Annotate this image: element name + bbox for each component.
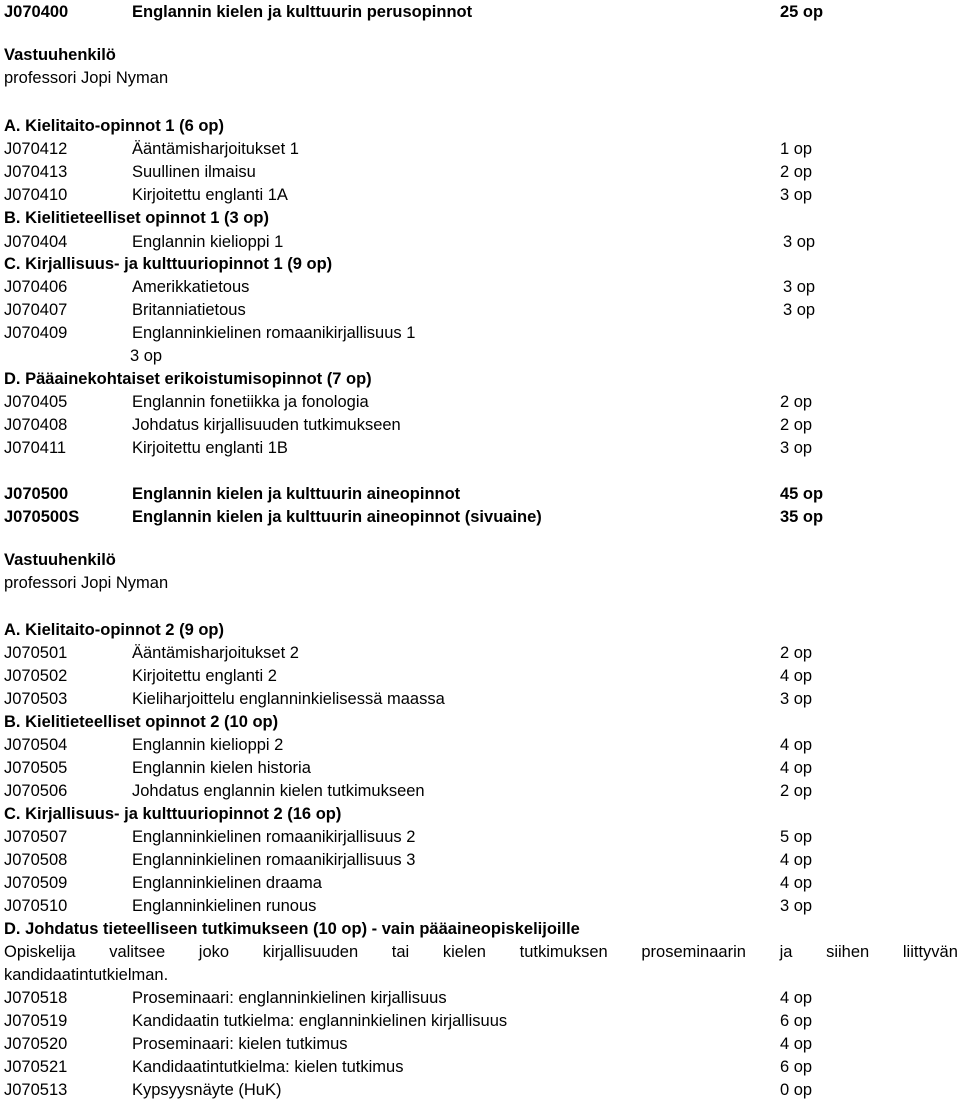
course-name: Englanninkielinen runous: [132, 897, 317, 915]
course-code: J070505: [4, 759, 68, 777]
course-code: J070506: [4, 782, 68, 800]
section-title: D. Pääainekohtaiset erikoistumisopinnot (7 op): [4, 370, 372, 388]
course-code: J070407: [4, 301, 68, 319]
section-title: B. Kielitieteelliset opinnot 2 (10 op): [4, 713, 279, 731]
course-credits: 3 op: [783, 301, 816, 319]
course-code: J070509: [4, 874, 68, 892]
course-code: J070413: [4, 163, 68, 181]
module-credits: 25 op: [780, 3, 824, 21]
course-code: J070513: [4, 1081, 68, 1099]
course-credits: 4 op: [780, 874, 813, 892]
module-credits: 45 op: [780, 485, 824, 503]
module-name: Englannin kielen ja kulttuurin aineopinnot: [132, 485, 461, 503]
course-credits: 2 op: [780, 782, 813, 800]
course-credits: 3 op: [783, 233, 816, 251]
course-name: Kirjoitettu englanti 1A: [132, 186, 288, 204]
course-credits: 4 op: [780, 736, 813, 754]
course-code: J070520: [4, 1035, 68, 1053]
course-name: Proseminaari: kielen tutkimus: [132, 1035, 348, 1053]
course-code: J070507: [4, 828, 68, 846]
course-code: J070411: [4, 439, 67, 457]
course-credits: 3 op: [130, 347, 163, 365]
note-word: ja: [779, 943, 793, 961]
course-credits: 4 op: [780, 667, 813, 685]
section-title: C. Kirjallisuus- ja kulttuuriopinnot 2 (16 op): [4, 805, 342, 823]
course-credits: 4 op: [780, 759, 813, 777]
responsible-label: Vastuuhenkilö: [4, 551, 116, 569]
course-name: Suullinen ilmaisu: [132, 163, 256, 181]
course-name: Englanninkielinen romaanikirjallisuus 1: [132, 324, 416, 342]
course-name: Englannin kielioppi 2: [132, 736, 284, 754]
course-name: Englannin kielioppi 1: [132, 233, 284, 251]
course-credits: 6 op: [780, 1012, 813, 1030]
note-word: joko: [198, 943, 230, 961]
note-word: Opiskelija: [4, 943, 76, 961]
course-name: Englanninkielinen draama: [132, 874, 322, 892]
module-code: J070400: [4, 3, 69, 21]
course-name: Britanniatietous: [132, 301, 246, 319]
course-credits: 3 op: [783, 278, 816, 296]
note-word: valitsee: [109, 943, 166, 961]
course-credits: 2 op: [780, 644, 813, 662]
course-credits: 0 op: [780, 1081, 813, 1099]
course-credits: 3 op: [780, 186, 813, 204]
section-note-end: kandidaatintutkielman.: [4, 966, 169, 984]
course-code: J070518: [4, 989, 68, 1007]
responsible-label: Vastuuhenkilö: [4, 46, 116, 64]
course-credits: 5 op: [780, 828, 813, 846]
section-title: A. Kielitaito-opinnot 1 (6 op): [4, 117, 224, 135]
course-credits: 6 op: [780, 1058, 813, 1076]
note-word: kirjallisuuden: [262, 943, 359, 961]
course-code: J070405: [4, 393, 68, 411]
module-name: Englannin kielen ja kulttuurin aineopinnot (sivuaine): [132, 508, 542, 526]
course-code: J070508: [4, 851, 68, 869]
responsible-name: professori Jopi Nyman: [4, 574, 169, 592]
course-credits: 4 op: [780, 851, 813, 869]
course-code: J070412: [4, 140, 68, 158]
section-title: B. Kielitieteelliset opinnot 1 (3 op): [4, 209, 269, 227]
note-word: kielen: [442, 943, 486, 961]
course-code: J070510: [4, 897, 68, 915]
course-credits: 4 op: [780, 989, 813, 1007]
course-name: Kypsyysnäyte (HuK): [132, 1081, 282, 1099]
course-credits: 2 op: [780, 393, 813, 411]
course-code: J070503: [4, 690, 68, 708]
course-name: Englanninkielinen romaanikirjallisuus 2: [132, 828, 416, 846]
note-word: tutkimuksen: [519, 943, 608, 961]
course-code: J070502: [4, 667, 68, 685]
course-credits: 1 op: [780, 140, 813, 158]
note-word: liittyvän: [902, 943, 958, 961]
course-name: Proseminaari: englanninkielinen kirjallisuus: [132, 989, 447, 1007]
course-name: Ääntämisharjoitukset 1: [132, 140, 299, 158]
course-name: Englanninkielinen romaanikirjallisuus 3: [132, 851, 416, 869]
note-word: tai: [391, 943, 410, 961]
course-credits: 2 op: [780, 163, 813, 181]
course-credits: 3 op: [780, 690, 813, 708]
section-note: [4, 941, 958, 963]
course-code: J070409: [4, 324, 68, 342]
course-credits: 3 op: [780, 439, 813, 457]
course-credits: 4 op: [780, 1035, 813, 1053]
course-name: Johdatus kirjallisuuden tutkimukseen: [132, 416, 401, 434]
course-code: J070408: [4, 416, 68, 434]
course-code: J070501: [4, 644, 68, 662]
course-name: Englannin kielen historia: [132, 759, 311, 777]
course-code: J070504: [4, 736, 68, 754]
course-name: Johdatus englannin kielen tutkimukseen: [132, 782, 425, 800]
responsible-name: professori Jopi Nyman: [4, 69, 169, 87]
course-name: Englannin fonetiikka ja fonologia: [132, 393, 369, 411]
course-name: Ääntämisharjoitukset 2: [132, 644, 299, 662]
course-credits: 3 op: [780, 897, 813, 915]
module-name: Englannin kielen ja kulttuurin perusopinnot: [132, 3, 473, 21]
course-code: J070521: [4, 1058, 68, 1076]
module-credits: 35 op: [780, 508, 824, 526]
course-code: J070410: [4, 186, 68, 204]
course-code: J070519: [4, 1012, 68, 1030]
course-code: J070404: [4, 233, 68, 251]
course-name: Kirjoitettu englanti 1B: [132, 439, 288, 457]
note-word: proseminaarin: [641, 943, 746, 961]
course-name: Kieliharjoittelu englanninkielisessä maassa: [132, 690, 445, 708]
module-code: J070500S: [4, 508, 80, 526]
section-title: C. Kirjallisuus- ja kulttuuriopinnot 1 (9 op): [4, 255, 333, 273]
course-name: Kandidaatin tutkielma: englanninkielinen kirjallisuus: [132, 1012, 508, 1030]
note-word: siihen: [826, 943, 870, 961]
section-title: A. Kielitaito-opinnot 2 (9 op): [4, 621, 224, 639]
course-credits: 2 op: [780, 416, 813, 434]
course-name: Kandidaatintutkielma: kielen tutkimus: [132, 1058, 404, 1076]
section-title: D. Johdatus tieteelliseen tutkimukseen (10 op) - vain pääaineopiskelijoille: [4, 920, 580, 938]
course-name: Amerikkatietous: [132, 278, 250, 296]
course-name: Kirjoitettu englanti 2: [132, 667, 277, 685]
course-code: J070406: [4, 278, 68, 296]
module-code: J070500: [4, 485, 69, 503]
